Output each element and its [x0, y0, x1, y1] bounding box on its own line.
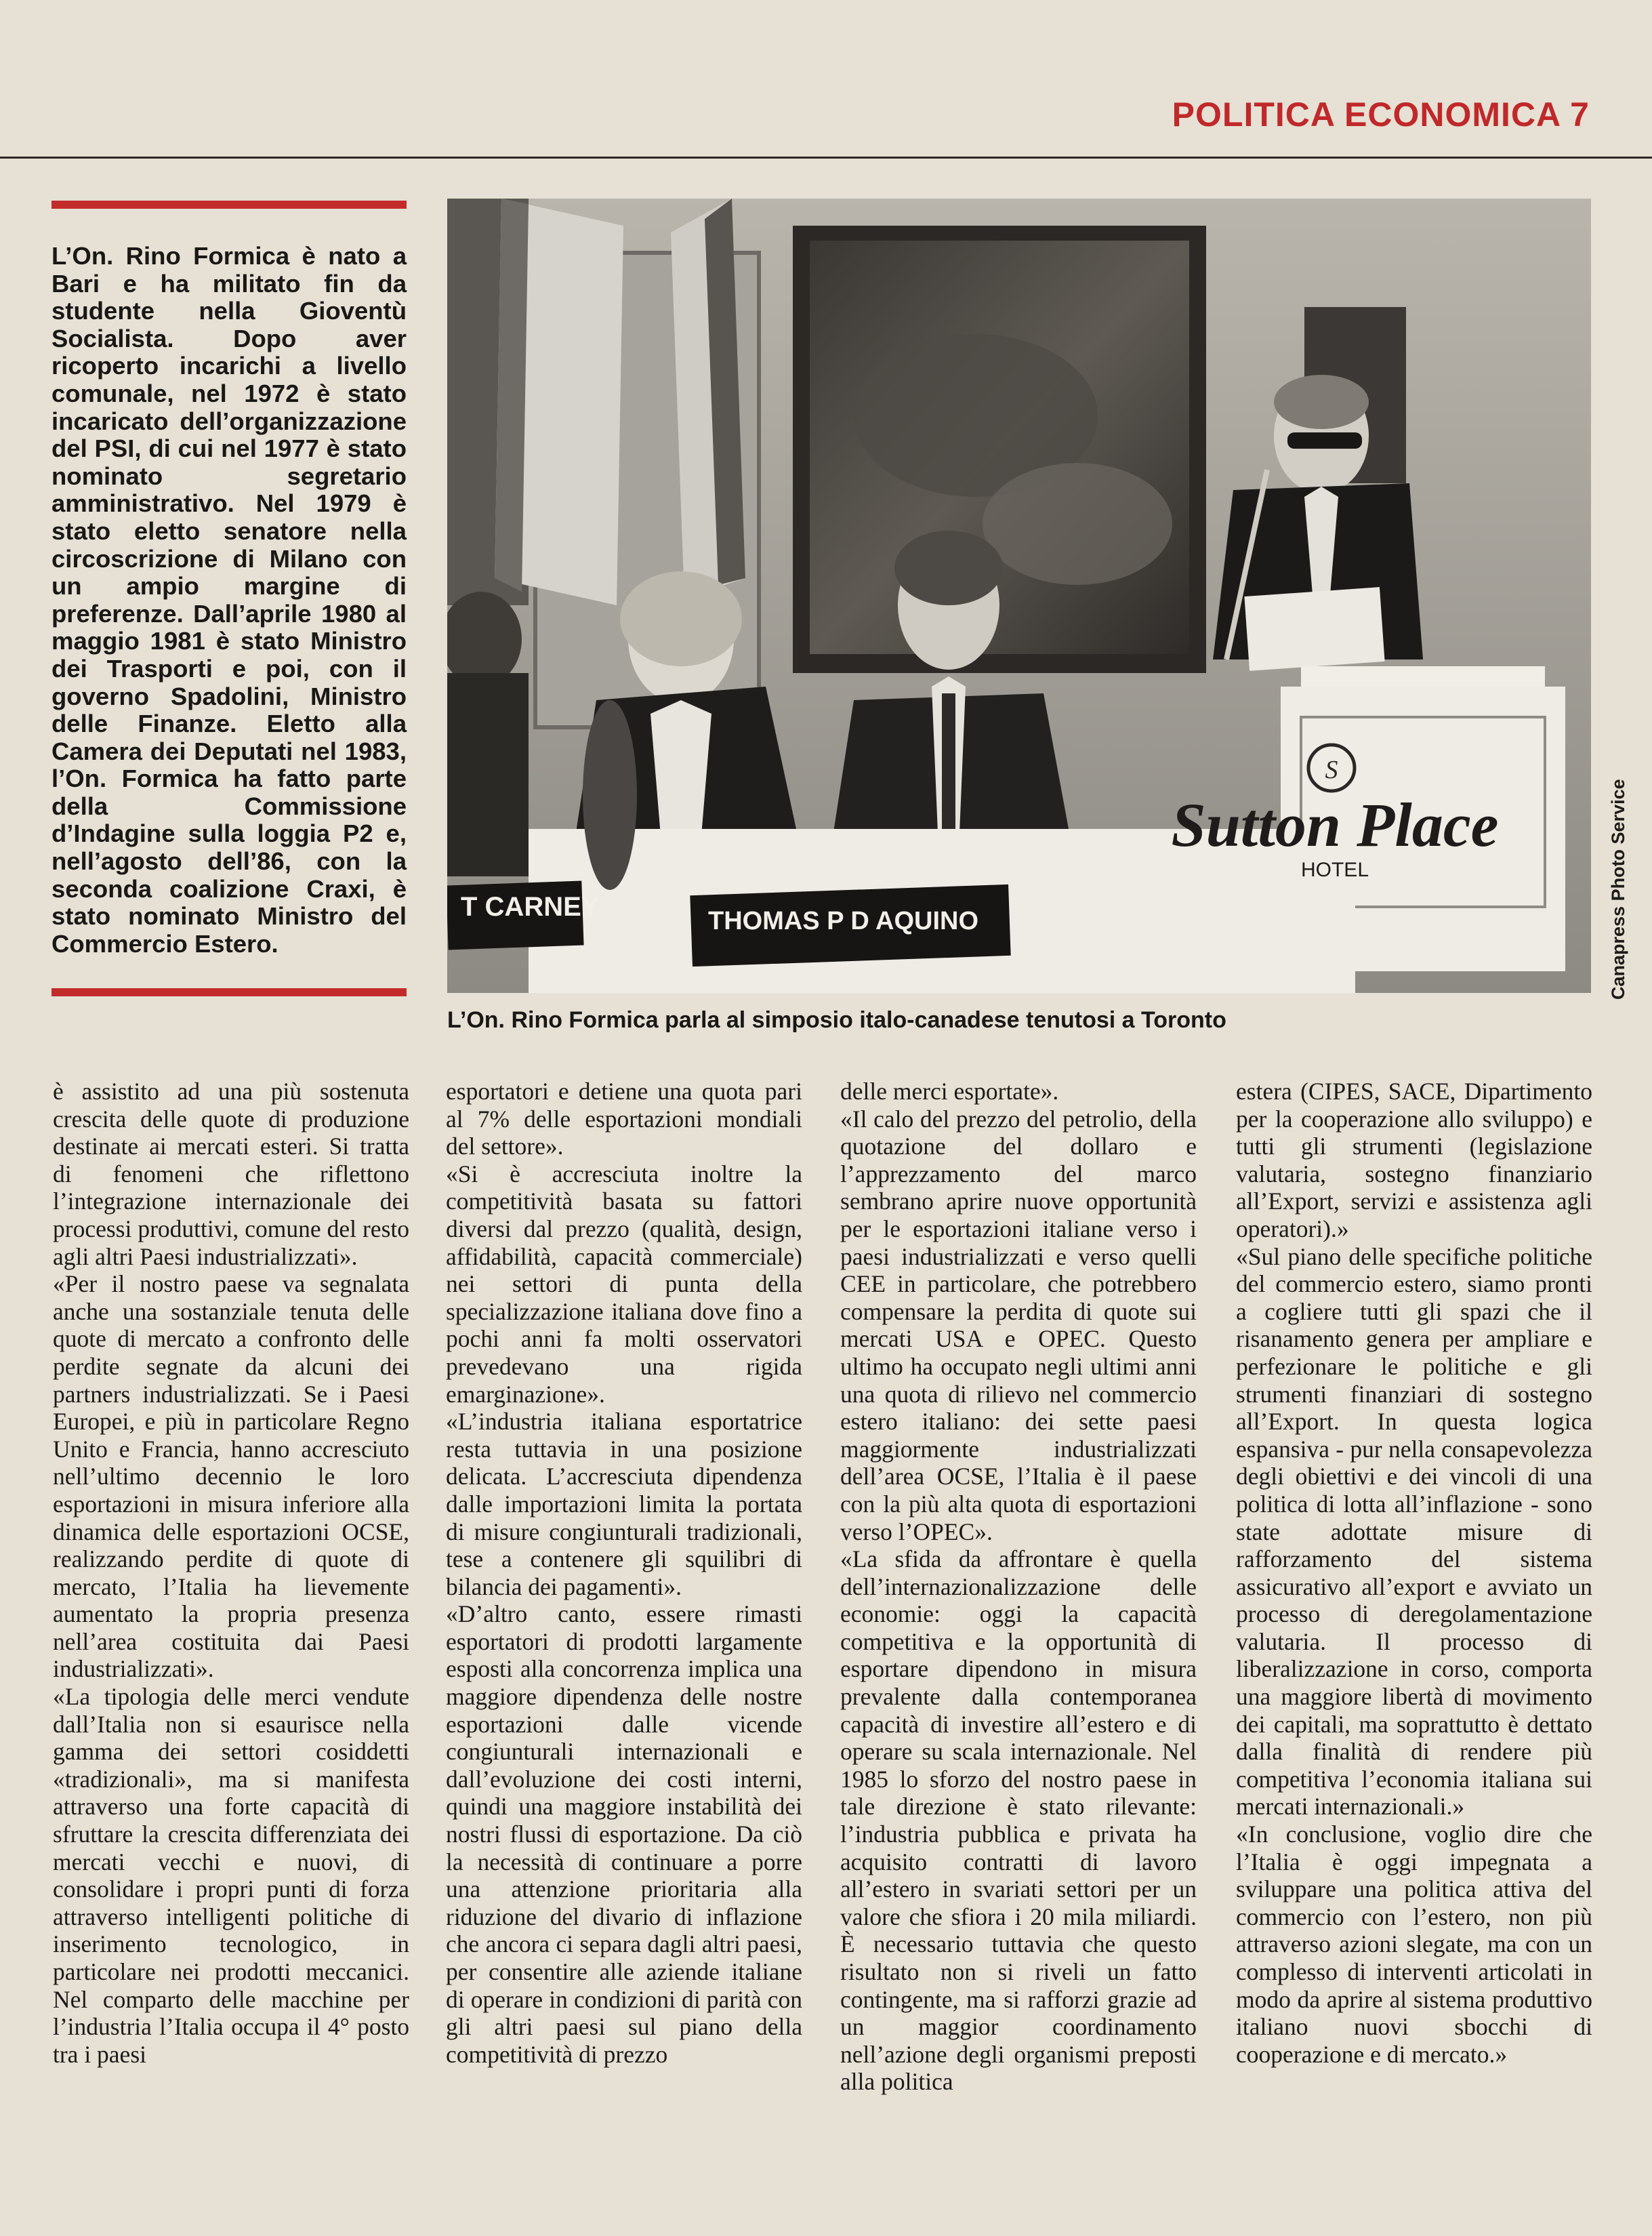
bio-box: L’On. Rino Formica è nato a Bari e ha militato fin da studente nella Gioventù Socialista. Dopo aver ricoperto incarichi a livello comunale, nel 1972 è stato incaricato dell’organizzazione del PSI, di cui nel 1977 è stato nominato segretario amministrativo. Nel 1979 è stato eletto senatore nella circoscrizione di Milano con un ampio margine di preferenze. Dall’aprile 1980 al maggio 1981 è stato Ministro dei Trasporti e poi, con il governo Spadolini, Ministro delle Finanze. Eletto alla Camera dei Deputati nel 1983, l’On. Formica ha fatto parte della Commissione d’Indagine sulla loggia P2 e, nell’agosto dell’86, con la seconda coalizione Craxi, è stato nominato Ministro del Commercio Estero.: [51, 242, 407, 958]
paragraph: «Sul piano delle specifiche politiche del commercio estero, siamo pronti a cogliere tutti gli spazi che il risanamento genera per ampliare e perfezionare le politiche e gli strumenti finanziari di sostegno all’Export. In questa logica espansiva - pur nella consapevolezza degli obiettivi e dei vincoli di una politica di lotta all’inflazione - sono state adottate misure di rafforzamento del sistema assicurativo all’export e avviato un processo di deregolamentazione valutaria. Il processo di liberalizzazione in corso, comporta una maggiore libertà di movimento dei capitali, ma soprattutto è dettato dalla finalità di rendere più competitiva l’economia italiana sui mercati internazionali.»: [1236, 1242, 1592, 1821]
nameplate-center: THOMAS P D AQUINO: [708, 907, 979, 935]
paragraph: «In conclusione, voglio dire che l’Italia è oggi impegnata a sviluppare una politica attiva del commercio con l’estero, non più attraverso azioni slegate, ma con un complesso di interventi articolati in modo da aprire al sistema produttivo italiano nuovi sbocchi di cooperazione e di mercato.»: [1236, 1821, 1592, 2068]
section-title: POLITICA ECONOMICA 7: [1172, 96, 1590, 134]
article-column-2: [446, 1078, 802, 2068]
paragraph: è assistito ad una più sostenuta crescita delle quote di produzione destinate ai mercati esteri. Si tratta di fenomeni che riflettono l’integrazione internazionale dei processi produttivi, comune del resto agli altri Paesi industrializzati».: [53, 1078, 409, 1270]
nameplate-left: T CARNEY: [461, 892, 600, 922]
paragraph: estera (CIPES, SACE, Dipartimento per la cooperazione allo sviluppo) e tutti gli strumenti (legislazione valutaria, sostegno finanziario all’Export, servizi e assistenza agli operatori).»: [1236, 1078, 1592, 1242]
article-column-1: [53, 1078, 409, 2068]
paragraph: «L’industria italiana esportatrice resta tuttavia in una posizione delicata. L’accresciuta dipendenza dalle importazioni limita la portata di misure congiunturali tradizionali, tese a contenere gli squilibri di bilancia dei pagamenti».: [446, 1408, 802, 1600]
bio-bottom-rule: [51, 988, 407, 996]
paragraph: «Si è accresciuta inoltre la competitività basata su fattori diversi dal prezzo (qualità, design, affidabilità, capacità commerciale) nei settori di punta della specializzazione italiana dove fino a pochi anni fa molti osservatori prevedevano una rigida emarginazione».: [446, 1160, 802, 1408]
bio-top-rule: [51, 201, 407, 209]
paragraph: «Per il nostro paese va segnalata anche una sostanziale tenuta delle quote di mercato a confronto delle perdite segnate da alcuni dei partners industrializzati. Se i Paesi Europei, e più in particolare Regno Unito e Francia, hanno accresciuto nell’ultimo decennio le loro esportazioni in misura inferiore alla dinamica delle esportazioni OCSE, realizzando perdite di quote di mercato, l’Italia ha lievemente aumentato la propria presenza nell’area costituita dai Paesi industrializzati».: [53, 1270, 409, 1683]
crest-monogram: S: [1325, 756, 1338, 784]
article-column-4: [1236, 1078, 1592, 2068]
paragraph: esportatori e detiene una quota pari al 7% delle esportazioni mondiali del settore».: [446, 1078, 802, 1160]
podium-sub: HOTEL: [1300, 859, 1369, 881]
podium-brand: Sutton Place: [1171, 790, 1499, 859]
photo-caption: L’On. Rino Formica parla al simposio italo-canadese tenutosi a Toronto: [447, 1007, 1226, 1033]
paragraph: «D’altro canto, essere rimasti esportatori di prodotti largamente esposti alla concorrenza implica una maggiore dipendenza delle nostre esportazioni dalle vicende congiunturali internazionali e dall’evoluzione dei costi interni, quindi una maggiore instabilità dei nostri flussi di esportazione. Da ciò la necessità di continuare a porre una attenzione prioritaria alla riduzione del divario di inflazione che ancora ci separa dagli altri paesi, per consentire alle aziende italiane di operare in condizioni di parità con gli altri paesi sul piano della competitività di prezzo: [446, 1600, 802, 2068]
symposium-photo: [447, 199, 1591, 993]
article-column-3: [840, 1078, 1197, 2096]
paragraph: «Il calo del prezzo del petrolio, della quotazione del dollaro e l’apprezzamento del marco sembrano aprire nuove opportunità per le esportazioni italiane verso i paesi industrializzati e verso quelli CEE in particolare, che potrebbero compensare la perdita di quote sui mercati USA e OPEC. Questo ultimo ha occupato negli ultimi anni una quota di rilievo nel commercio estero italiano: dei sette paesi maggiormente industrializzati dell’area OCSE, l’Italia è il paese con la più alta quota di esportazioni verso l’OPEC».: [840, 1105, 1197, 1545]
paragraph: «La tipologia delle merci vendute dall’Italia non si esaurisce nella gamma dei settori cosiddetti «tradizionali», ma si manifesta attraverso una forte capacità di sfruttare la crescita differenziata dei mercati vecchi e nuovi, di consolidare i propri punti di forza attraverso intelligenti politiche di inserimento tecnologico, in particolare nei prodotti meccanici. Nel comparto delle macchine per l’industria l’Italia occupa il 4° posto tra i paesi: [53, 1683, 409, 2068]
header-rule: [0, 157, 1652, 159]
paragraph: delle merci esportate».: [840, 1078, 1059, 1105]
photo-credit: Canapress Photo Service: [1608, 779, 1628, 1000]
paragraph: «La sfida da affrontare è quella dell’internazionalizzazione delle economie: oggi la capacità competitiva e la opportunità di esportare dipendono in misura prevalente dalla contemporanea capacità di investire all’estero e di operare su scala internazionale. Nel 1985 lo sforzo del nostro paese in tale direzione è stato rilevante: l’industria pubblica e privata ha acquisito contratti di lavoro all’estero in svariati settori per un valore che sfiora i 20 mila miliardi. È necessario tuttavia che questo risultato non si riveli un fatto contingente, ma si rafforzi grazie ad un maggior coordinamento nell’azione degli organismi preposti alla politica: [840, 1545, 1197, 2096]
